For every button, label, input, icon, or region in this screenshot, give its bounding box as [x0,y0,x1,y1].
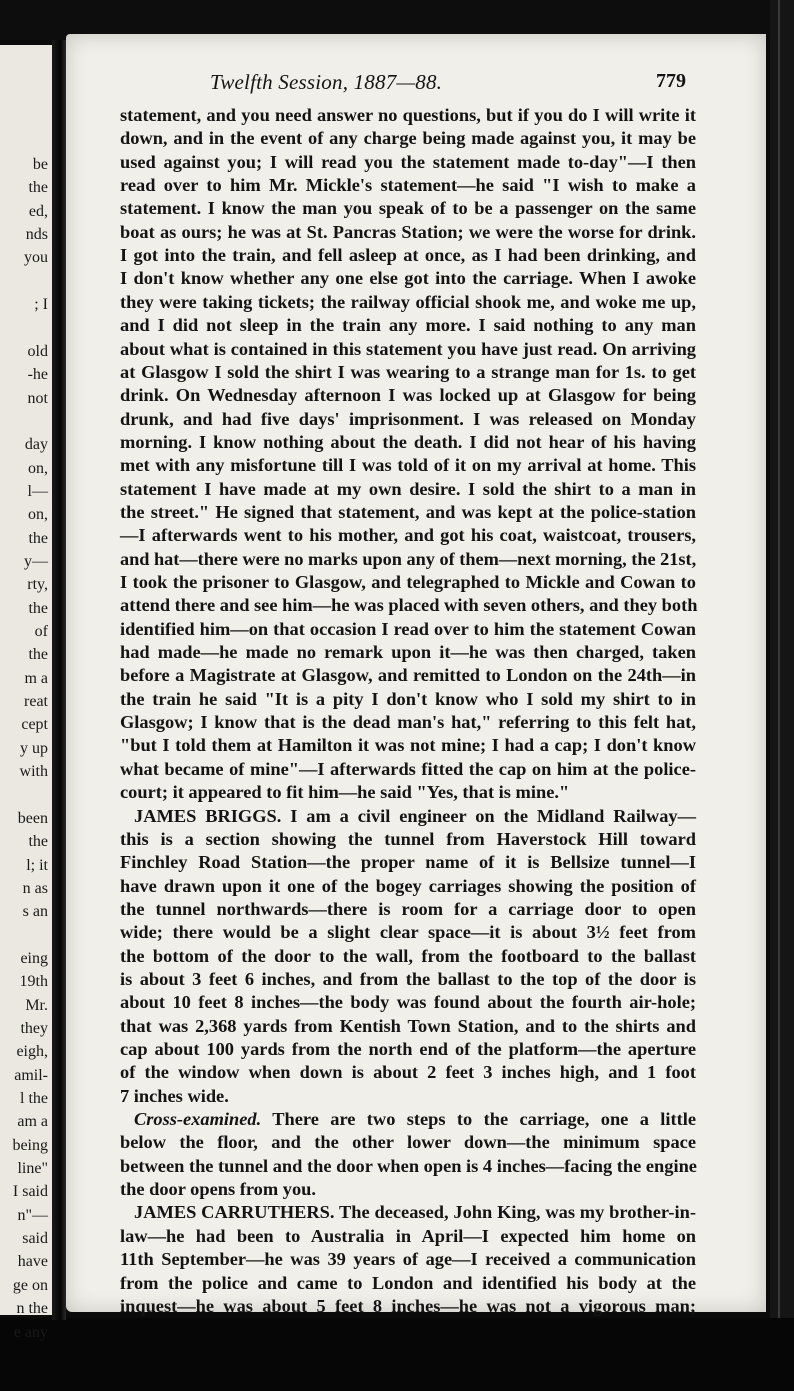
text-line: between the tunnel and the door when open is 4 inches—facing the engine [120,1155,697,1176]
text-line: inquest—he was about 5 feet 8 inches—he was not a vigorous man; [120,1295,696,1316]
text-line: the street." He signed that statement, and was kept at the police-station [120,501,696,522]
text-line: the bottom of the door to the wall, from the footboard to the ballast [120,945,696,966]
text-line: boat as ours; he was at St. Pancras Station; we were the worse for drink. [120,221,696,242]
text-line: attend there and see him—he was placed with seven others, and they both [120,595,698,616]
text-line: down, and in the event of any charge being made against you, it may be [120,128,696,149]
text-line: the door opens from you. [120,1179,317,1200]
facing-page-fragment [0,45,52,1341]
text-line: 7 inches wide. [120,1085,229,1106]
facing-page-text: the [28,646,48,664]
facing-page-text: reat [24,693,48,711]
facing-page-text: cept [21,716,48,734]
facing-page-text: line" [17,1160,48,1178]
text-line: this is a section showing the tunnel from Haverstock Hill toward [120,828,696,849]
text-line: statement, and you need answer no questions, but if you do I will write it [120,105,696,125]
facing-page-text: on, [28,459,48,477]
text-line: have drawn upon it one of the bogey carriages showing the position of [120,875,696,896]
text-line: read over to him Mr. Mickle's statement—he said "I wish to make a [120,175,696,196]
text-line: I don't know whether any one else got into the carriage. When I awoke [120,268,696,289]
facing-page-text: y up [20,739,48,757]
facing-page-text: ed, [28,202,48,220]
text-line: "but I told them at Hamilton it was not mine; I had a cap; I don't know [120,735,696,756]
facing-page-text: ; I [34,296,48,314]
facing-page-text: of [34,623,48,640]
text-line: had made—he made no remark upon it—he was then charged, taken [120,642,696,663]
facing-page-text: 19th [19,973,48,991]
facing-page-text: rty, [27,576,48,594]
text-line: the tunnel northwards—there is room for a carriage door to open [120,898,696,919]
scan-bottom-border [0,1318,794,1391]
facing-page-text: the [28,529,48,547]
text-line: cap about 100 yards from the north end of the platform—the aperture [120,1039,696,1059]
facing-page-text: the [28,179,48,197]
text-line: used against you; I will read you the statement made to-day"—I then [120,151,696,172]
facing-page-text: not [27,389,48,407]
text-line: identified him—on that occasion I read over to him the statement Cowan [120,618,696,639]
facing-page-text: the [28,599,48,617]
facing-page-text: Mr. [25,996,48,1014]
text-line: they were taking tickets; the railway official shook me, and woke me up, [120,291,696,312]
text-line: Glasgow; I know that is the dead man's hat," referring to this felt hat, [120,712,696,733]
text-line: court; it appeared to fit him—he said "Yes, that is mine." [120,782,570,803]
text-line: of the window when down is about 2 feet 3 inches high, and 1 foot [120,1062,696,1083]
text-line: met with any misfortune till I was told of it on my arrival at home. This [120,455,696,476]
book-gutter [52,40,66,1320]
text-line: I got into the train, and fell asleep at once, as I had been drinking, and [120,245,696,266]
facing-page-text: with [19,763,48,781]
text-line: law—he had been to Australia in April—I expected him home on [120,1225,696,1246]
facing-page-text: said [22,1230,48,1248]
facing-page-text: be [32,156,48,173]
text-line: and I did not sleep in the train any more. I said nothing to any man [120,315,696,336]
text-line: I took the prisoner to Glasgow, and telegraphed to Mickle and Cowan to [120,572,696,592]
facing-page-text: -he [27,366,48,384]
text-line: drink. On Wednesday afternoon I was locked up at Glasgow for being [120,385,696,406]
facing-page-text: I said [12,1183,48,1201]
facing-page-text: y— [24,552,48,570]
text-line: —I afterwards went to his mother, and got his coat, waistcoat, trousers, [120,525,696,546]
facing-page-text: n as [22,879,48,897]
text-line: from the police and came to London and identified his body at the [120,1272,696,1293]
text-line: drunk, and had five days' imprisonment. I was released on Monday [120,408,696,429]
text-line: about what is contained in this statement you have just read. On arriving [120,338,696,359]
book-spine-edge [770,0,794,1391]
facing-page-text: m a [24,669,48,687]
witness-name: JAMES BRIGGS. [134,805,282,826]
text-line: about 10 feet 8 inches—the body was found about the fourth air-hole; [120,992,696,1013]
facing-page-text: n"— [17,1206,48,1224]
cross-examined-label: Cross-examined. [134,1109,262,1130]
text-line: Finchley Road Station—the proper name of it is Bellsize tunnel—I [120,852,696,873]
text-line: what became of mine"—I afterwards fitted the cap on him at the police- [120,758,696,779]
running-head: Twelfth Session, 1887—88. [210,70,443,94]
facing-page-text: l; it [26,856,48,874]
facing-page-text: being [12,1136,48,1154]
text-line: the train he said "It is a pity I don't know who I sold my shirt to in [120,688,696,709]
text-line: morning. I know nothing about the death. I did not hear of his having [120,431,696,452]
facing-page-text: l the [20,1090,48,1107]
facing-page-text: been [17,809,48,827]
text-line: 11th September—he was 39 years of age—I received a communication [120,1249,696,1270]
facing-page-text: e any [13,1323,48,1341]
facing-page-text: eigh, [16,1043,48,1061]
facing-page-text: s an [22,903,48,921]
text-line: is about 3 feet 6 inches, and from the ballast to the top of the door is [120,968,696,989]
text-line: statement I have made at my own desire. I sold the shirt to a man in [120,478,696,499]
text-line: JAMES BRIGGS. I am a civil engineer on the Midland Railway— [134,805,696,826]
witness-name: JAMES CARRUTHERS. [134,1202,335,1223]
facing-page-text: day [24,436,48,454]
text-line: JAMES CARRUTHERS. The deceased, John King, was my brother-in- [134,1202,696,1223]
facing-page-text: have [17,1253,48,1271]
facing-page-text: old [27,342,48,360]
facing-page-text: ge on [12,1276,48,1294]
facing-page-text: amil- [14,1066,48,1084]
page-number: 779 [656,70,686,92]
facing-page-text: l— [27,482,48,500]
text-line: wide; there would be a slight clear space—it is about 3½ feet from [120,922,696,943]
text-line: at Glasgow I sold the shirt I was wearing to a strange man for 1s. to get [120,361,696,382]
text-line: below the floor, and the other lower down—the minimum space [120,1132,696,1153]
facing-page-text: nds [25,226,48,244]
text-line: statement. I know the man you speak of to be a passenger on the same [120,198,696,219]
facing-page-text: eing [20,949,48,967]
facing-page-text: the [28,833,48,851]
text-line: that was 2,368 yards from Kentish Town Station, and to the shirts and [120,1015,696,1036]
text-line: before a Magistrate at Glasgow, and remitted to London on the 24th—in [120,665,696,686]
text-line: Cross-examined. There are two steps to the carriage, one a little [134,1109,696,1130]
text-line: and hat—there were no marks upon any of them—next morning, the 21st, [120,548,697,569]
facing-page-text: am a [17,1113,48,1131]
facing-page-text: on, [28,506,48,524]
facing-page-text: they [20,1019,48,1037]
facing-page-text: n the [16,1300,48,1318]
facing-page-text: you [24,249,48,267]
